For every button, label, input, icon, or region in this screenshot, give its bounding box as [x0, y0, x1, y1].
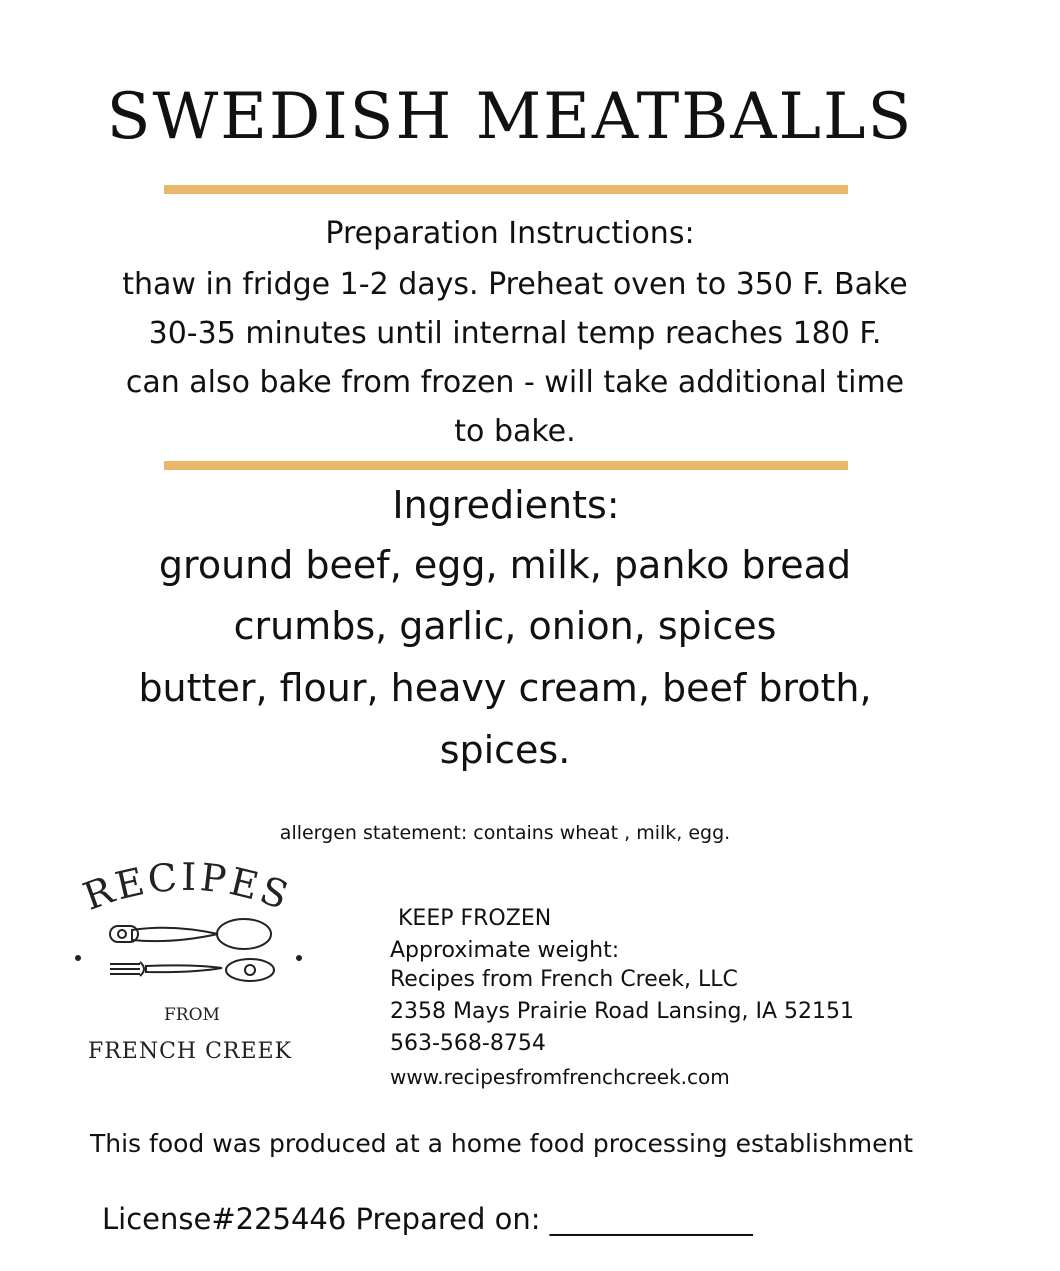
ingredients-line: ground beef, egg, milk, panko bread: [158, 543, 852, 587]
company-website: www.recipesfromfrenchcreek.com: [390, 1065, 730, 1089]
company-name: Recipes from French Creek, LLC: [390, 967, 738, 992]
ingredients-line: butter, flour, heavy cream, beef broth,: [138, 666, 872, 710]
divider-top: [164, 185, 848, 194]
brand-logo: [62, 860, 322, 1070]
preparation-heading: Preparation Instructions:: [325, 216, 695, 251]
approximate-weight: Approximate weight:: [390, 938, 620, 963]
allergen-statement: allergen statement: contains wheat , milk, egg.: [279, 822, 731, 844]
spoon-icon: [110, 919, 271, 949]
logo-french-creek-text: FRENCH CREEK: [87, 1039, 293, 1064]
product-title: SWEDISH MEATBALLS: [106, 79, 914, 154]
fork-icon: [110, 959, 274, 981]
preparation-line: can also bake from frozen - will take additional time: [125, 365, 905, 400]
company-phone: 563-568-8754: [390, 1031, 546, 1056]
logo-from-text: FROM: [164, 1005, 220, 1025]
logo-recipes-text: RECIPES: [77, 860, 297, 919]
license-prepared-on: License#225446 Prepared on: ______________: [102, 1202, 753, 1236]
ingredients-heading: Ingredients:: [392, 483, 620, 527]
storage-instruction: KEEP FROZEN: [398, 906, 552, 931]
preparation-line: thaw in fridge 1-2 days. Preheat oven to 350 F. Bake: [122, 267, 908, 302]
logo-dot-left: [75, 955, 81, 961]
preparation-line: to bake.: [454, 414, 576, 449]
preparation-line: 30-35 minutes until internal temp reaches 180 F.: [148, 316, 882, 351]
preparation-instructions: [80, 260, 950, 456]
logo-dot-right: [296, 955, 302, 961]
ingredients-line: spices.: [439, 728, 571, 772]
home-processing-statement: This food was produced at a home food processing establishment: [90, 1129, 914, 1158]
ingredients-line: crumbs, garlic, onion, spices: [233, 604, 777, 648]
divider-bottom: [164, 461, 848, 470]
company-address: 2358 Mays Prairie Road Lansing, IA 52151: [390, 999, 854, 1024]
svg-text:RECIPES: [77, 860, 296, 919]
